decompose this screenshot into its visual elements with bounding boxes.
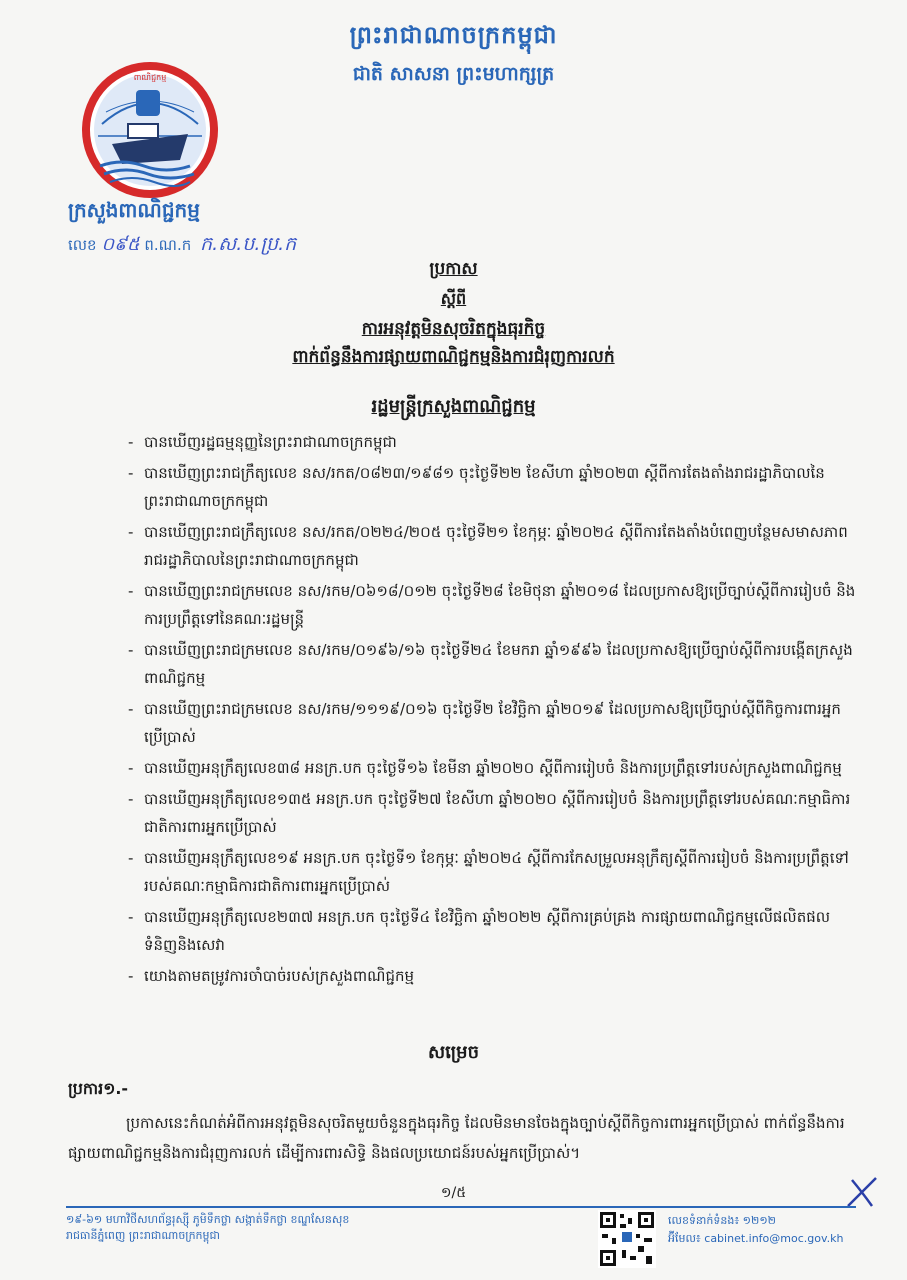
list-item: - យោងតាមតម្រូវការចាំបាច់របស់ក្រសួងពាណិជ្ជកម្ម — [126, 962, 856, 990]
doc-type-heading: ប្រកាស — [429, 259, 478, 279]
qr-code-icon — [598, 1210, 656, 1268]
list-item: - បានឃើញព្រះរាជក្រមលេខ នស/រកម/០៦១៨/០១២ ចុះថ្ងៃទី២៨ ខែមិថុនា ឆ្នាំ២០១៨ ដែលប្រកាសឱ្យប្រើច្បាប់ស្តីពីការរៀបចំ និងការប្រព្រឹត្តទៅនៃគណៈរដ្ឋមន្ត្រី — [126, 577, 856, 633]
list-item: - បានឃើញរដ្ឋធម្មនុញ្ញនៃព្រះរាជាណាចក្រកម្ពុជា — [126, 428, 856, 456]
list-item: - បានឃើញព្រះរាជក្រឹត្យលេខ នស/រកត/០២២៤/២០៥ ចុះថ្ងៃទី២១ ខែកុម្ភៈ ឆ្នាំ២០២៤ ស្តីពីការតែងតាំងបំពេញបន្ថែមសមាសភាពរាជរដ្ឋាភិបាលនៃព្រះរាជាណាចក្រកម្ពុជា — [126, 518, 856, 574]
reference-number — [68, 232, 296, 260]
national-motto: ជាតិ សាសនា ព្រះមហាក្សត្រ — [352, 63, 555, 85]
ref-number: ០៩៥ — [101, 234, 140, 255]
phone-number: ១២១២ — [742, 1214, 776, 1227]
footer-address — [66, 1212, 456, 1244]
kingdom-title: ព្រះរាជាណាចក្រកម្ពុជា — [349, 21, 558, 49]
article-1-text: ប្រកាសនេះកំណត់អំពីការអនុវត្តមិនសុចរិតមួយចំនួនក្នុងធុរកិច្ច ដែលមិនមានចែងក្នុងច្បាប់ស្តីពីកិច្ចការពារអ្នកប្រើប្រាស់ ពាក់ព័ន្ធនឹងការផ្សាយពាណិជ្ជកម្មនិងការជំរុញការលក់ ដើម្បីការពារសិទ្ធិ និងផលប្រយោជន៍របស់អ្នកប្រើប្រាស់។ — [68, 1114, 845, 1162]
considerations-list — [126, 428, 856, 993]
about-heading: ស្តីពី — [440, 289, 467, 308]
email-line — [668, 1230, 868, 1248]
ref-code: ព.ណ.ក — [144, 236, 192, 254]
phone-line — [668, 1212, 868, 1230]
email-address: cabinet.info@moc.gov.kh — [704, 1232, 844, 1245]
logo-text: ពាណិជ្ជកម្ម — [133, 73, 167, 82]
page-number: ១/៥ — [440, 1185, 467, 1201]
list-item: - បានឃើញអនុក្រឹត្យលេខ២៣៧ អនក្រ.បក ចុះថ្ងៃទី៤ ខែវិច្ឆិកា ឆ្នាំ២០២២ ស្តីពីការគ្រប់គ្រង ការផ្សាយពាណិជ្ជកម្មលើផលិតផលទំនិញនិងសេវា — [126, 903, 856, 959]
list-item: - បានឃើញអនុក្រឹត្យលេខ១៩ អនក្រ.បក ចុះថ្ងៃទី១ ខែកុម្ភៈ ឆ្នាំ២០២៤ ស្តីពីការកែសម្រួលអនុក្រឹត្យស្តីពីការរៀបចំ និងការប្រព្រឹត្តទៅរបស់គណៈកម្មាធិការជាតិការពារអ្នកប្រើប្រាស់ — [126, 844, 856, 900]
ministry-name: ក្រសួងពាណិជ្ជកម្ម — [68, 198, 200, 222]
list-item: - បានឃើញព្រះរាជក្រឹត្យលេខ នស/រកត/០៨២៣/១៩៨១ ចុះថ្ងៃទី២២ ខែសីហា ឆ្នាំ២០២៣ ស្តីពីការតែងតាំងរាជរដ្ឋាភិបាលនៃព្រះរាជាណាចក្រកម្ពុជា — [126, 459, 856, 515]
address-line-1: ១៩-៦១ មហាវិថីសហព័ន្ធរុស្ស៊ី ភូមិទឹកថ្លា សង្កាត់ទឹកថ្លា ខណ្ឌសែនសុខ — [66, 1213, 350, 1226]
subject-line-1: ការអនុវត្តមិនសុចរិតក្នុងធុរកិច្ច — [361, 319, 546, 339]
list-item: - បានឃើញអនុក្រឹត្យលេខ១៣៥ អនក្រ.បក ចុះថ្ងៃទី២៧ ខែសីហា ឆ្នាំ២០២០ ស្តីពីការរៀបចំ និងការប្រព្រឹត្តទៅរបស់គណៈកម្មាធិការជាតិការពារអ្នកប្រើប្រាស់ — [126, 785, 856, 841]
footer-divider — [66, 1206, 856, 1208]
footer-contact — [668, 1212, 868, 1248]
list-item: - បានឃើញព្រះរាជក្រមលេខ នស/រកម/១១១៩/០១៦ ចុះថ្ងៃទី២ ខែវិច្ឆិកា ឆ្នាំ២០១៩ ដែលប្រកាសឱ្យប្រើច្បាប់ស្តីពីកិច្ចការពារអ្នកប្រើប្រាស់ — [126, 695, 856, 751]
list-item: - បានឃើញព្រះរាជក្រមលេខ នស/រកម/០១៩៦/១៦ ចុះថ្ងៃទី២៤ ខែមករា ឆ្នាំ១៩៩៦ ដែលប្រកាសឱ្យប្រើច្បាប់ស្តីពីការបង្កើតក្រសួងពាណិជ្ជកម្ម — [126, 636, 856, 692]
issuer-heading: រដ្ឋមន្ត្រីក្រសួងពាណិជ្ជកម្ម — [371, 396, 536, 417]
ref-handwritten: ក.ស.ប.ប្រ.ក — [200, 233, 297, 255]
article-1-label: ប្រការ១.- — [68, 1079, 129, 1098]
email-label: អ៊ីមែល៖ — [668, 1232, 701, 1245]
ref-label: លេខ — [68, 236, 97, 254]
phone-label: លេខទំនាក់ទំនង៖ — [668, 1214, 740, 1227]
list-item: - បានឃើញអនុក្រឹត្យលេខ៣៨ អនក្រ.បក ចុះថ្ងៃទី១៦ ខែមីនា ឆ្នាំ២០២០ ស្តីពីការរៀបចំ និងការប្រព្រឹត្តទៅរបស់ក្រសួងពាណិជ្ជកម្ម — [126, 754, 856, 782]
ship-logo-icon — [82, 62, 218, 198]
address-line-2: រាជធានីភ្នំពេញ ព្រះរាជាណាចក្រកម្ពុជា — [66, 1229, 220, 1242]
decision-heading: សម្រេច — [427, 1042, 480, 1063]
subject-line-2: ពាក់ព័ន្ធនឹងការផ្សាយពាណិជ្ជកម្មនិងការជំរុញការលក់ — [292, 347, 615, 367]
